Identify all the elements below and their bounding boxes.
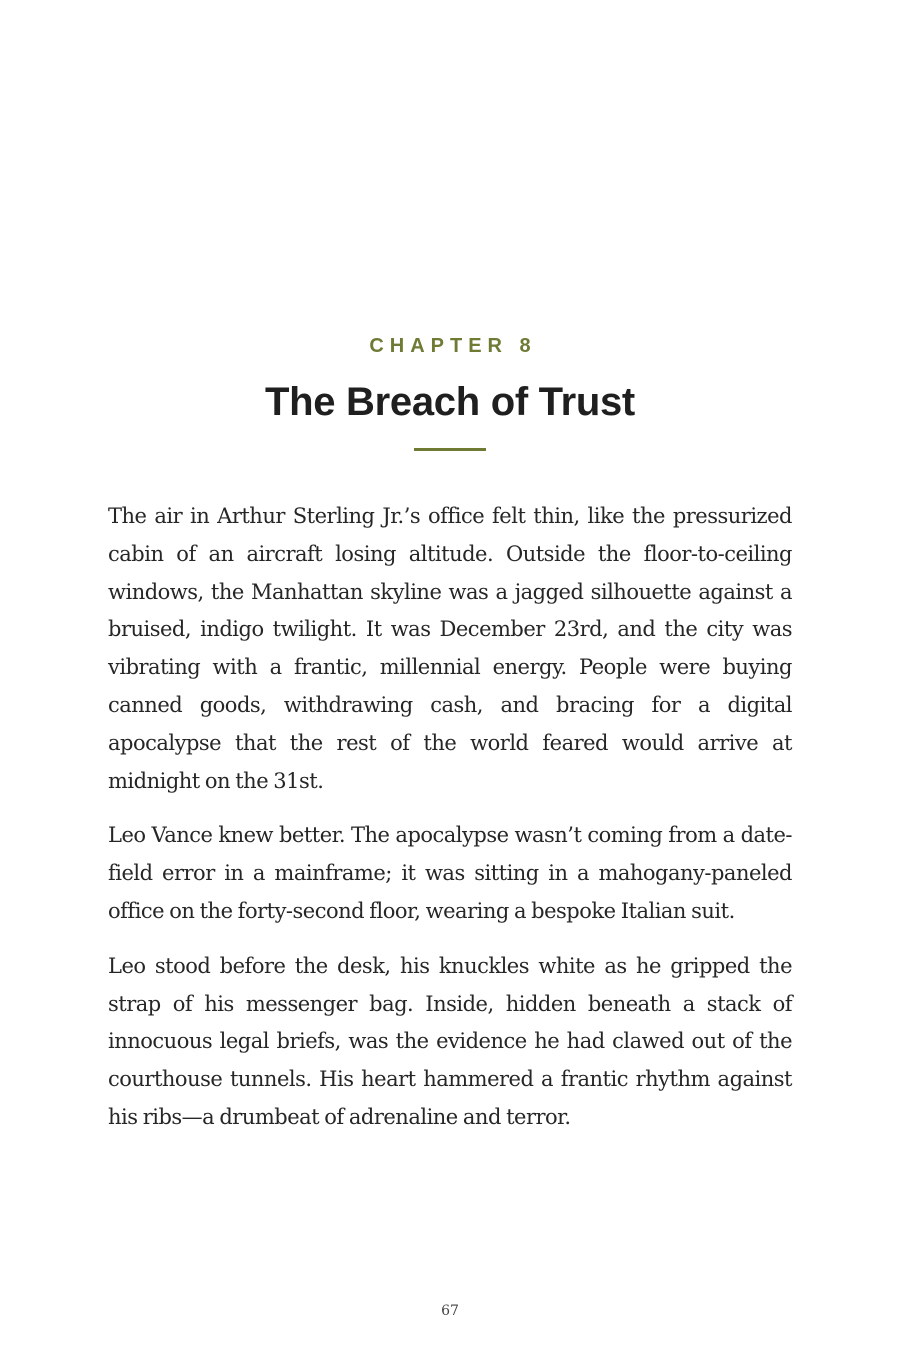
chapter-body bbox=[108, 498, 792, 1154]
chapter-title: The Breach of Trust bbox=[265, 380, 635, 424]
body-paragraph: Leo stood before the desk, his knuckles white as he gripped the strap of his messenger bag. Inside, hidden beneath a stack of innocuous legal briefs, was the evidence he had clawed out of the courthouse tunnels. His heart hammered a frantic rhythm against his ribs—a drumbeat of adrenaline and terror. bbox=[108, 953, 792, 1129]
body-paragraph: Leo Vance knew better. The apocalypse wasn’t coming from a date-field error in a mainframe; it was sitting in a mahogany-paneled office on the forty-second floor, wearing a bespoke Italian suit. bbox=[108, 823, 792, 923]
page-number: 67 bbox=[441, 1303, 459, 1319]
title-divider bbox=[414, 448, 486, 451]
chapter-label: CHAPTER 8 bbox=[369, 335, 537, 357]
body-paragraph: The air in Arthur Sterling Jr.’s office felt thin, like the pressurized cabin of an aircraft losing altitude. Outside the floor-to-ceiling windows, the Manhattan skyline was a jagged silhouette against a bruised, indigo twilight. It was December 23rd, and the city was vibrating with a frantic, millennial energy. People were buying canned goods, withdrawing cash, and bracing for a digital apocalypse that the rest of the world feared would arrive at midnight on the 31st. bbox=[108, 504, 792, 793]
